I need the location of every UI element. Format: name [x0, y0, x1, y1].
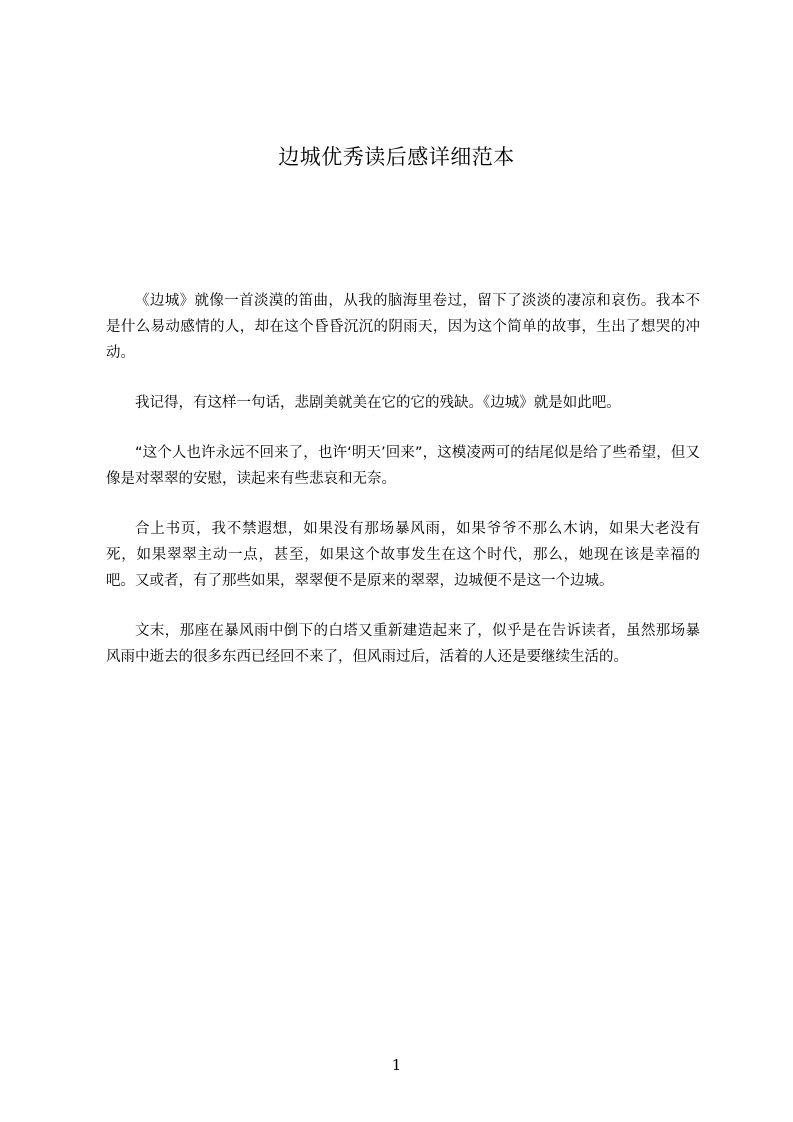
- paragraph-4: 合上书页，我不禁遐想，如果没有那场暴风雨，如果爷爷不那么木讷，如果大老没有死，如果翠翠主动一点，甚至，如果这个故事发生在这个时代，那么，她现在该是幸福的吧。又或者，有了那些如果，翠翠便不是原来的翠翠，边城便不是这一个边城。: [106, 521, 700, 589]
- document-body: [106, 288, 700, 694]
- paragraph-2: 我记得，有这样一句话，悲剧美就美在它的它的残缺。《边城》就是如此吧。: [135, 395, 621, 411]
- page-number: 1: [391, 1056, 402, 1074]
- paragraph-1: 《边城》就像一首淡漠的笛曲，从我的脑海里卷过，留下了淡淡的凄凉和哀伤。我本不是什么易动感情的人，却在这个昏昏沉沉的阴雨天，因为这个简单的故事，生出了想哭的冲动。: [106, 293, 700, 361]
- paragraph-3: “这个人也许永远不回来了，也许‘明天’回来”，这模凌两可的结尾似是给了些希望，但又像是对翠翠的安慰，读起来有些悲哀和无奈。: [106, 445, 700, 487]
- paragraph-5: 文末，那座在暴风雨中倒下的白塔又重新建造起来了，似乎是在告诉读者，虽然那场暴风雨中逝去的很多东西已经回不来了，但风雨过后，活着的人还是要继续生活的。: [106, 623, 700, 665]
- document-title: 边城优秀读后感详细范本: [278, 145, 515, 169]
